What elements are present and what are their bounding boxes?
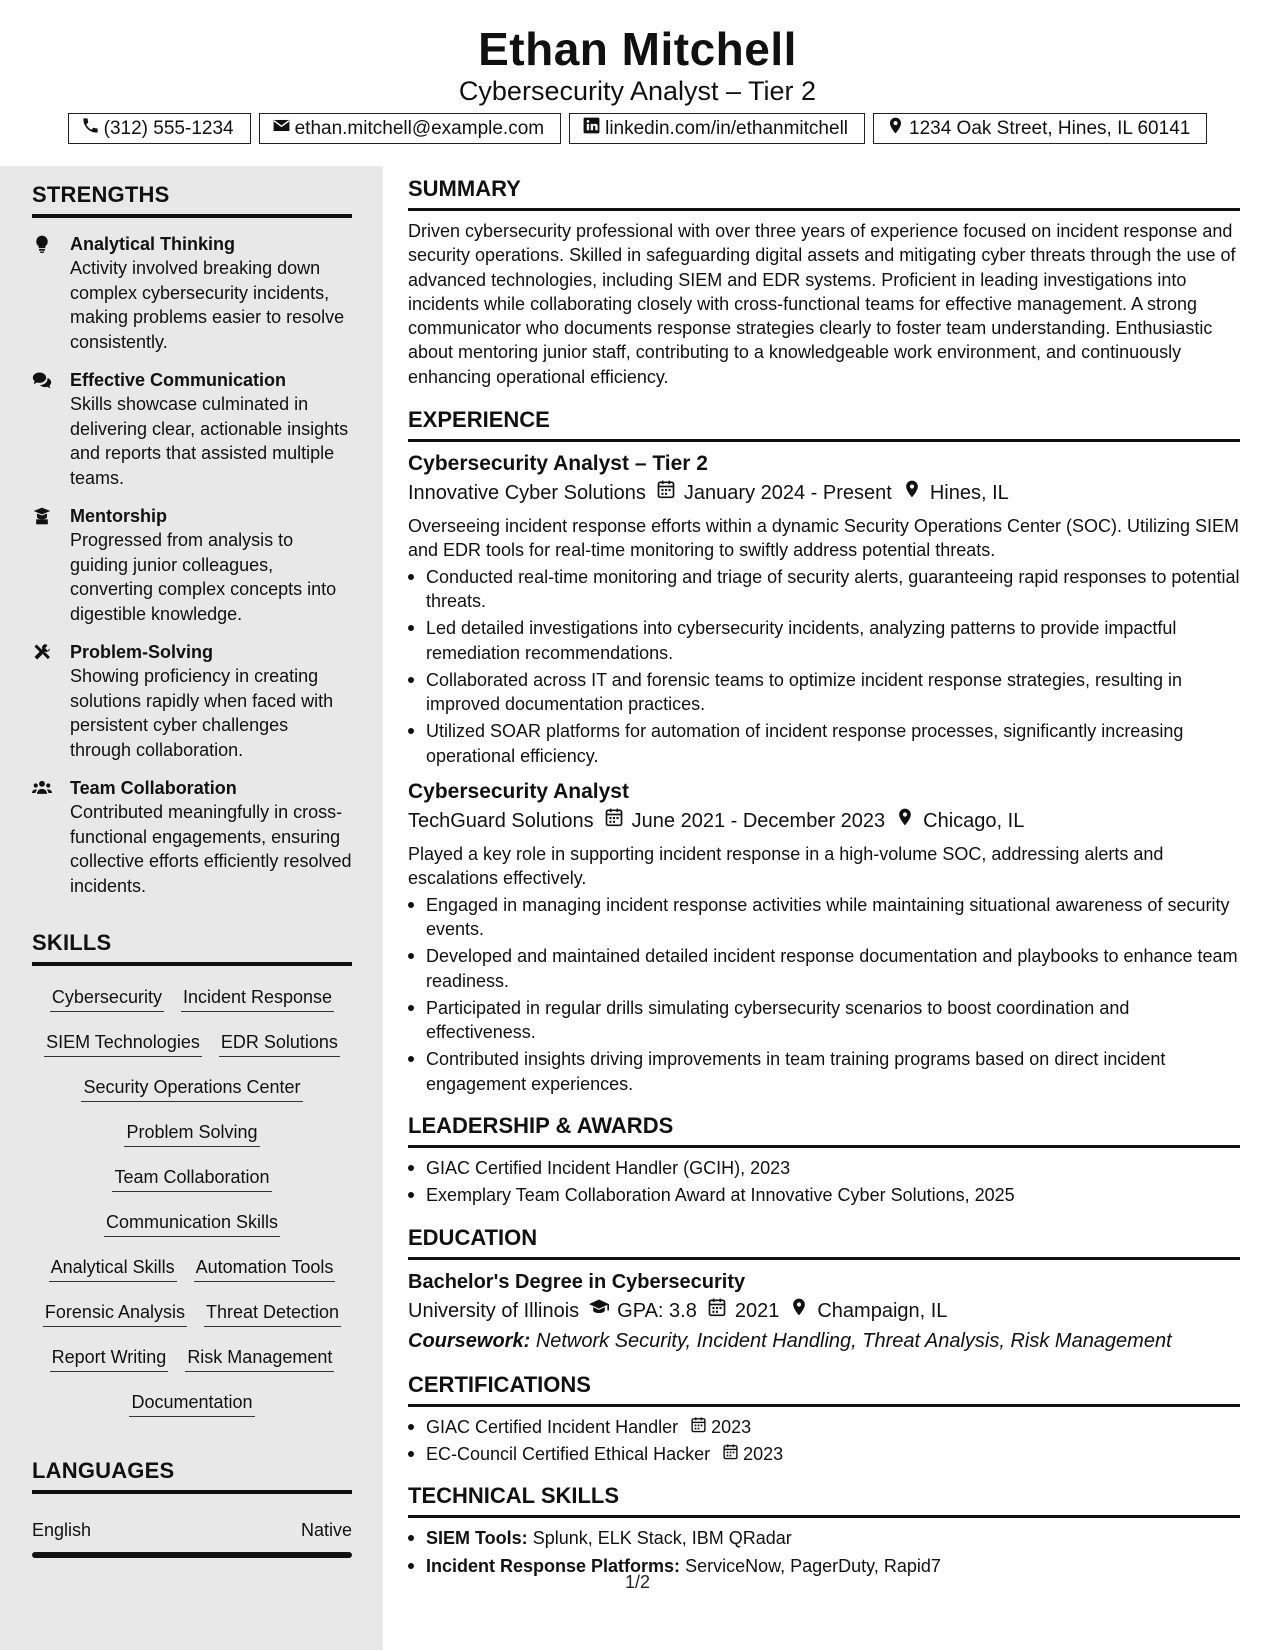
job-bullet: Engaged in managing incident response activities while maintaining situational awareness of security events. <box>408 893 1240 942</box>
job-bullets <box>408 893 1240 1096</box>
leadership-heading: LEADERSHIP & AWARDS <box>408 1113 1240 1148</box>
certification-item <box>408 1442 1240 1466</box>
map-pin-icon <box>886 116 905 141</box>
education-section <box>408 1225 1240 1356</box>
job-title: Cybersecurity Analyst <box>408 780 629 804</box>
language-name: English <box>32 1520 92 1540</box>
job-bullets <box>408 565 1240 768</box>
strength-item <box>32 368 352 490</box>
job-meta <box>408 478 1240 508</box>
skill-tag: Risk Management <box>185 1345 334 1372</box>
contact-email[interactable] <box>259 113 562 144</box>
skill-tag: Automation Tools <box>194 1255 336 1282</box>
page-number: 1/2 <box>624 1572 651 1592</box>
strength-title: Problem-Solving <box>70 642 214 662</box>
graduation-cap-icon <box>589 1296 609 1326</box>
company-name: Innovative Cyber Solutions <box>408 482 646 505</box>
contact-bar <box>0 113 1275 144</box>
job-bullet: Utilized SOAR platforms for automation of incident response processes, significantly increasing operational efficiency. <box>408 719 1240 768</box>
technical-skills-heading: TECHNICAL SKILLS <box>408 1483 1240 1518</box>
leadership-list <box>408 1156 1240 1208</box>
leadership-item: GIAC Certified Incident Handler (GCIH), 2023 <box>408 1156 1240 1180</box>
skill-tag: SIEM Technologies <box>44 1030 202 1057</box>
map-pin-icon <box>895 806 915 836</box>
comments-icon <box>32 368 70 490</box>
job-entry <box>408 778 1240 1096</box>
linkedin-icon <box>582 116 601 141</box>
strength-title: Effective Communication <box>70 370 287 390</box>
job-bullet: Developed and maintained detailed incident response documentation and playbooks to enhance team readiness. <box>408 944 1240 993</box>
skills-heading: SKILLS <box>32 930 352 966</box>
map-pin-icon <box>902 478 922 508</box>
email-text: ethan.mitchell@example.com <box>294 117 545 139</box>
job-bullet: Contributed insights driving improvements in team training programs based on direct incident engagement experiences. <box>408 1047 1240 1096</box>
calendar-icon <box>690 1415 707 1439</box>
calendar-icon <box>604 806 624 836</box>
school-location: Champaign, IL <box>817 1299 948 1322</box>
language-proficiency-bar <box>32 1552 352 1558</box>
certification-name: EC-Council Certified Ethical Hacker <box>426 1443 711 1464</box>
skill-tag: Problem Solving <box>124 1120 259 1147</box>
skill-tag: Forensic Analysis <box>43 1300 187 1327</box>
contact-phone[interactable] <box>68 113 251 144</box>
strength-item <box>32 232 352 354</box>
certification-item <box>408 1415 1240 1439</box>
strength-desc: Progressed from analysis to guiding junior colleagues, converting complex concepts into digestible knowledge. <box>70 530 337 624</box>
graduation-year: 2021 <box>734 1299 780 1322</box>
summary-section <box>408 176 1240 389</box>
technical-skill-label: SIEM Tools: <box>426 1528 528 1549</box>
coursework <box>408 1326 1240 1356</box>
language-item <box>32 1518 352 1542</box>
job-location: Chicago, IL <box>923 810 1025 833</box>
strength-title: Analytical Thinking <box>70 234 236 254</box>
skill-tag: Documentation <box>129 1390 254 1417</box>
school-name: University of Illinois <box>408 1299 580 1322</box>
graduate-icon <box>32 504 70 626</box>
resume-header <box>0 0 1275 166</box>
skill-tag: Incident Response <box>181 985 334 1012</box>
skill-tag: Threat Detection <box>204 1300 341 1327</box>
job-dates: June 2021 - December 2023 <box>631 810 886 833</box>
language-level: Native <box>300 1520 352 1540</box>
strength-desc: Contributed meaningfully in cross-functional engagements, ensuring collective efforts efficiently resolved incidents. <box>70 802 352 896</box>
degree-title: Bachelor's Degree in Cybersecurity <box>408 1270 746 1293</box>
education-heading: EDUCATION <box>408 1225 1240 1260</box>
phone-text: (312) 555-1234 <box>103 117 234 139</box>
linkedin-text: linkedin.com/in/ethanmitchell <box>605 117 849 139</box>
certifications-heading: CERTIFICATIONS <box>408 1372 1240 1407</box>
languages-section <box>32 1458 352 1558</box>
phone-icon <box>81 116 100 141</box>
job-location: Hines, IL <box>929 482 1009 505</box>
envelope-icon <box>272 116 291 141</box>
strengths-section <box>32 182 352 898</box>
skills-section <box>32 930 352 1426</box>
job-bullet: Conducted real-time monitoring and triage of security alerts, guaranteeing rapid responses to potential threats. <box>408 565 1240 614</box>
technical-skills-list <box>408 1526 1240 1578</box>
technical-skills-section <box>408 1483 1240 1578</box>
address-text: 1234 Oak Street, Hines, IL 60141 <box>909 117 1191 139</box>
skill-tag: Communication Skills <box>104 1210 280 1237</box>
job-entry <box>408 450 1240 768</box>
contact-linkedin[interactable] <box>569 113 865 144</box>
strength-title: Mentorship <box>70 506 167 526</box>
main-column <box>408 176 1240 1581</box>
skill-tag: Analytical Skills <box>49 1255 177 1282</box>
strength-desc: Showing proficiency in creating solutions rapidly when faced with persistent cyber challenges through collaboration. <box>70 666 334 760</box>
skill-tag: Team Collaboration <box>112 1165 271 1192</box>
leadership-section <box>408 1113 1240 1208</box>
calendar-icon <box>656 478 676 508</box>
job-bullet: Participated in regular drills simulating cybersecurity scenarios to boost coordination and effectiveness. <box>408 996 1240 1045</box>
job-description: Played a key role in supporting incident response in a high-volume SOC, addressing alerts and escalations effectively. <box>408 844 1164 889</box>
job-title: Cybersecurity Analyst – Tier 2 <box>408 452 708 476</box>
summary-text: Driven cybersecurity professional with over three years of experience focused on incident response and security operations. Skilled in safeguarding digital assets and mitigating cyber threats through the use of advanced technologies, including SIEM and EDR systems. Proficient in leading investigations into incidents while collaborating closely with cross-functional teams for effective management. A strong communicator who documents response strategies clearly to foster team understanding. Enthusiastic about mentoring junior staff, contributing to a knowledgeable work environment, and continuously enhancing operational efficiency. <box>408 221 1236 387</box>
job-meta <box>408 806 1240 836</box>
calendar-icon <box>707 1296 727 1326</box>
contact-address[interactable] <box>873 113 1207 144</box>
strength-item <box>32 640 352 762</box>
certifications-section <box>408 1372 1240 1467</box>
calendar-icon <box>722 1442 739 1466</box>
company-name: TechGuard Solutions <box>408 810 594 833</box>
coursework-list: Network Security, Incident Handling, Threat Analysis, Risk Management <box>535 1329 1172 1352</box>
technical-skill-item <box>408 1554 1240 1578</box>
technical-skill-item <box>408 1526 1240 1550</box>
technical-skill-value: Splunk, ELK Stack, IBM QRadar <box>532 1528 792 1549</box>
strengths-heading: STRENGTHS <box>32 182 352 218</box>
sidebar <box>0 166 383 1650</box>
candidate-name: Ethan Mitchell <box>478 23 797 75</box>
certification-name: GIAC Certified Incident Handler <box>426 1416 679 1437</box>
languages-heading: LANGUAGES <box>32 1458 352 1494</box>
certification-year: 2023 <box>743 1443 784 1464</box>
gpa: GPA: 3.8 <box>617 1299 697 1322</box>
lightbulb-icon <box>32 232 70 354</box>
job-description: Overseeing incident response efforts within a dynamic Security Operations Center (SOC). Utilizing SIEM and EDR tools for real-time monitoring to swiftly address potential threats. <box>408 516 1240 561</box>
coursework-label: Coursework: <box>408 1329 531 1352</box>
job-bullet: Collaborated across IT and forensic teams to optimize incident response strategies, resulting in improved documentation practices. <box>408 668 1240 717</box>
summary-heading: SUMMARY <box>408 176 1240 211</box>
skill-tags <box>32 976 352 1426</box>
map-pin-icon <box>789 1296 809 1326</box>
candidate-title: Cybersecurity Analyst – Tier 2 <box>458 76 817 106</box>
leadership-item: Exemplary Team Collaboration Award at Innovative Cyber Solutions, 2025 <box>408 1183 1240 1207</box>
job-dates: January 2024 - Present <box>683 482 892 505</box>
certifications-list <box>408 1415 1240 1467</box>
job-bullet: Led detailed investigations into cybersecurity incidents, analyzing patterns to provide impactful remediation recommendations. <box>408 616 1240 665</box>
experience-section <box>408 407 1240 1096</box>
experience-heading: EXPERIENCE <box>408 407 1240 442</box>
skill-tag: Cybersecurity <box>50 985 164 1012</box>
strength-desc: Activity involved breaking down complex cybersecurity incidents, making problems easier to resolve consistently. <box>70 258 345 352</box>
skill-tag: EDR Solutions <box>219 1030 340 1057</box>
skill-tag: Security Operations Center <box>81 1075 302 1102</box>
strength-item <box>32 776 352 898</box>
tools-icon <box>32 640 70 762</box>
strength-item <box>32 504 352 626</box>
technical-skill-label: Incident Response Platforms: <box>426 1555 681 1576</box>
strength-title: Team Collaboration <box>70 778 237 798</box>
education-meta <box>408 1296 1240 1326</box>
users-icon <box>32 776 70 898</box>
skill-tag: Report Writing <box>50 1345 169 1372</box>
strength-desc: Skills showcase culminated in delivering clear, actionable insights and reports that assisted multiple teams. <box>70 394 349 488</box>
technical-skill-value: ServiceNow, PagerDuty, Rapid7 <box>685 1555 941 1576</box>
certification-year: 2023 <box>711 1416 752 1437</box>
